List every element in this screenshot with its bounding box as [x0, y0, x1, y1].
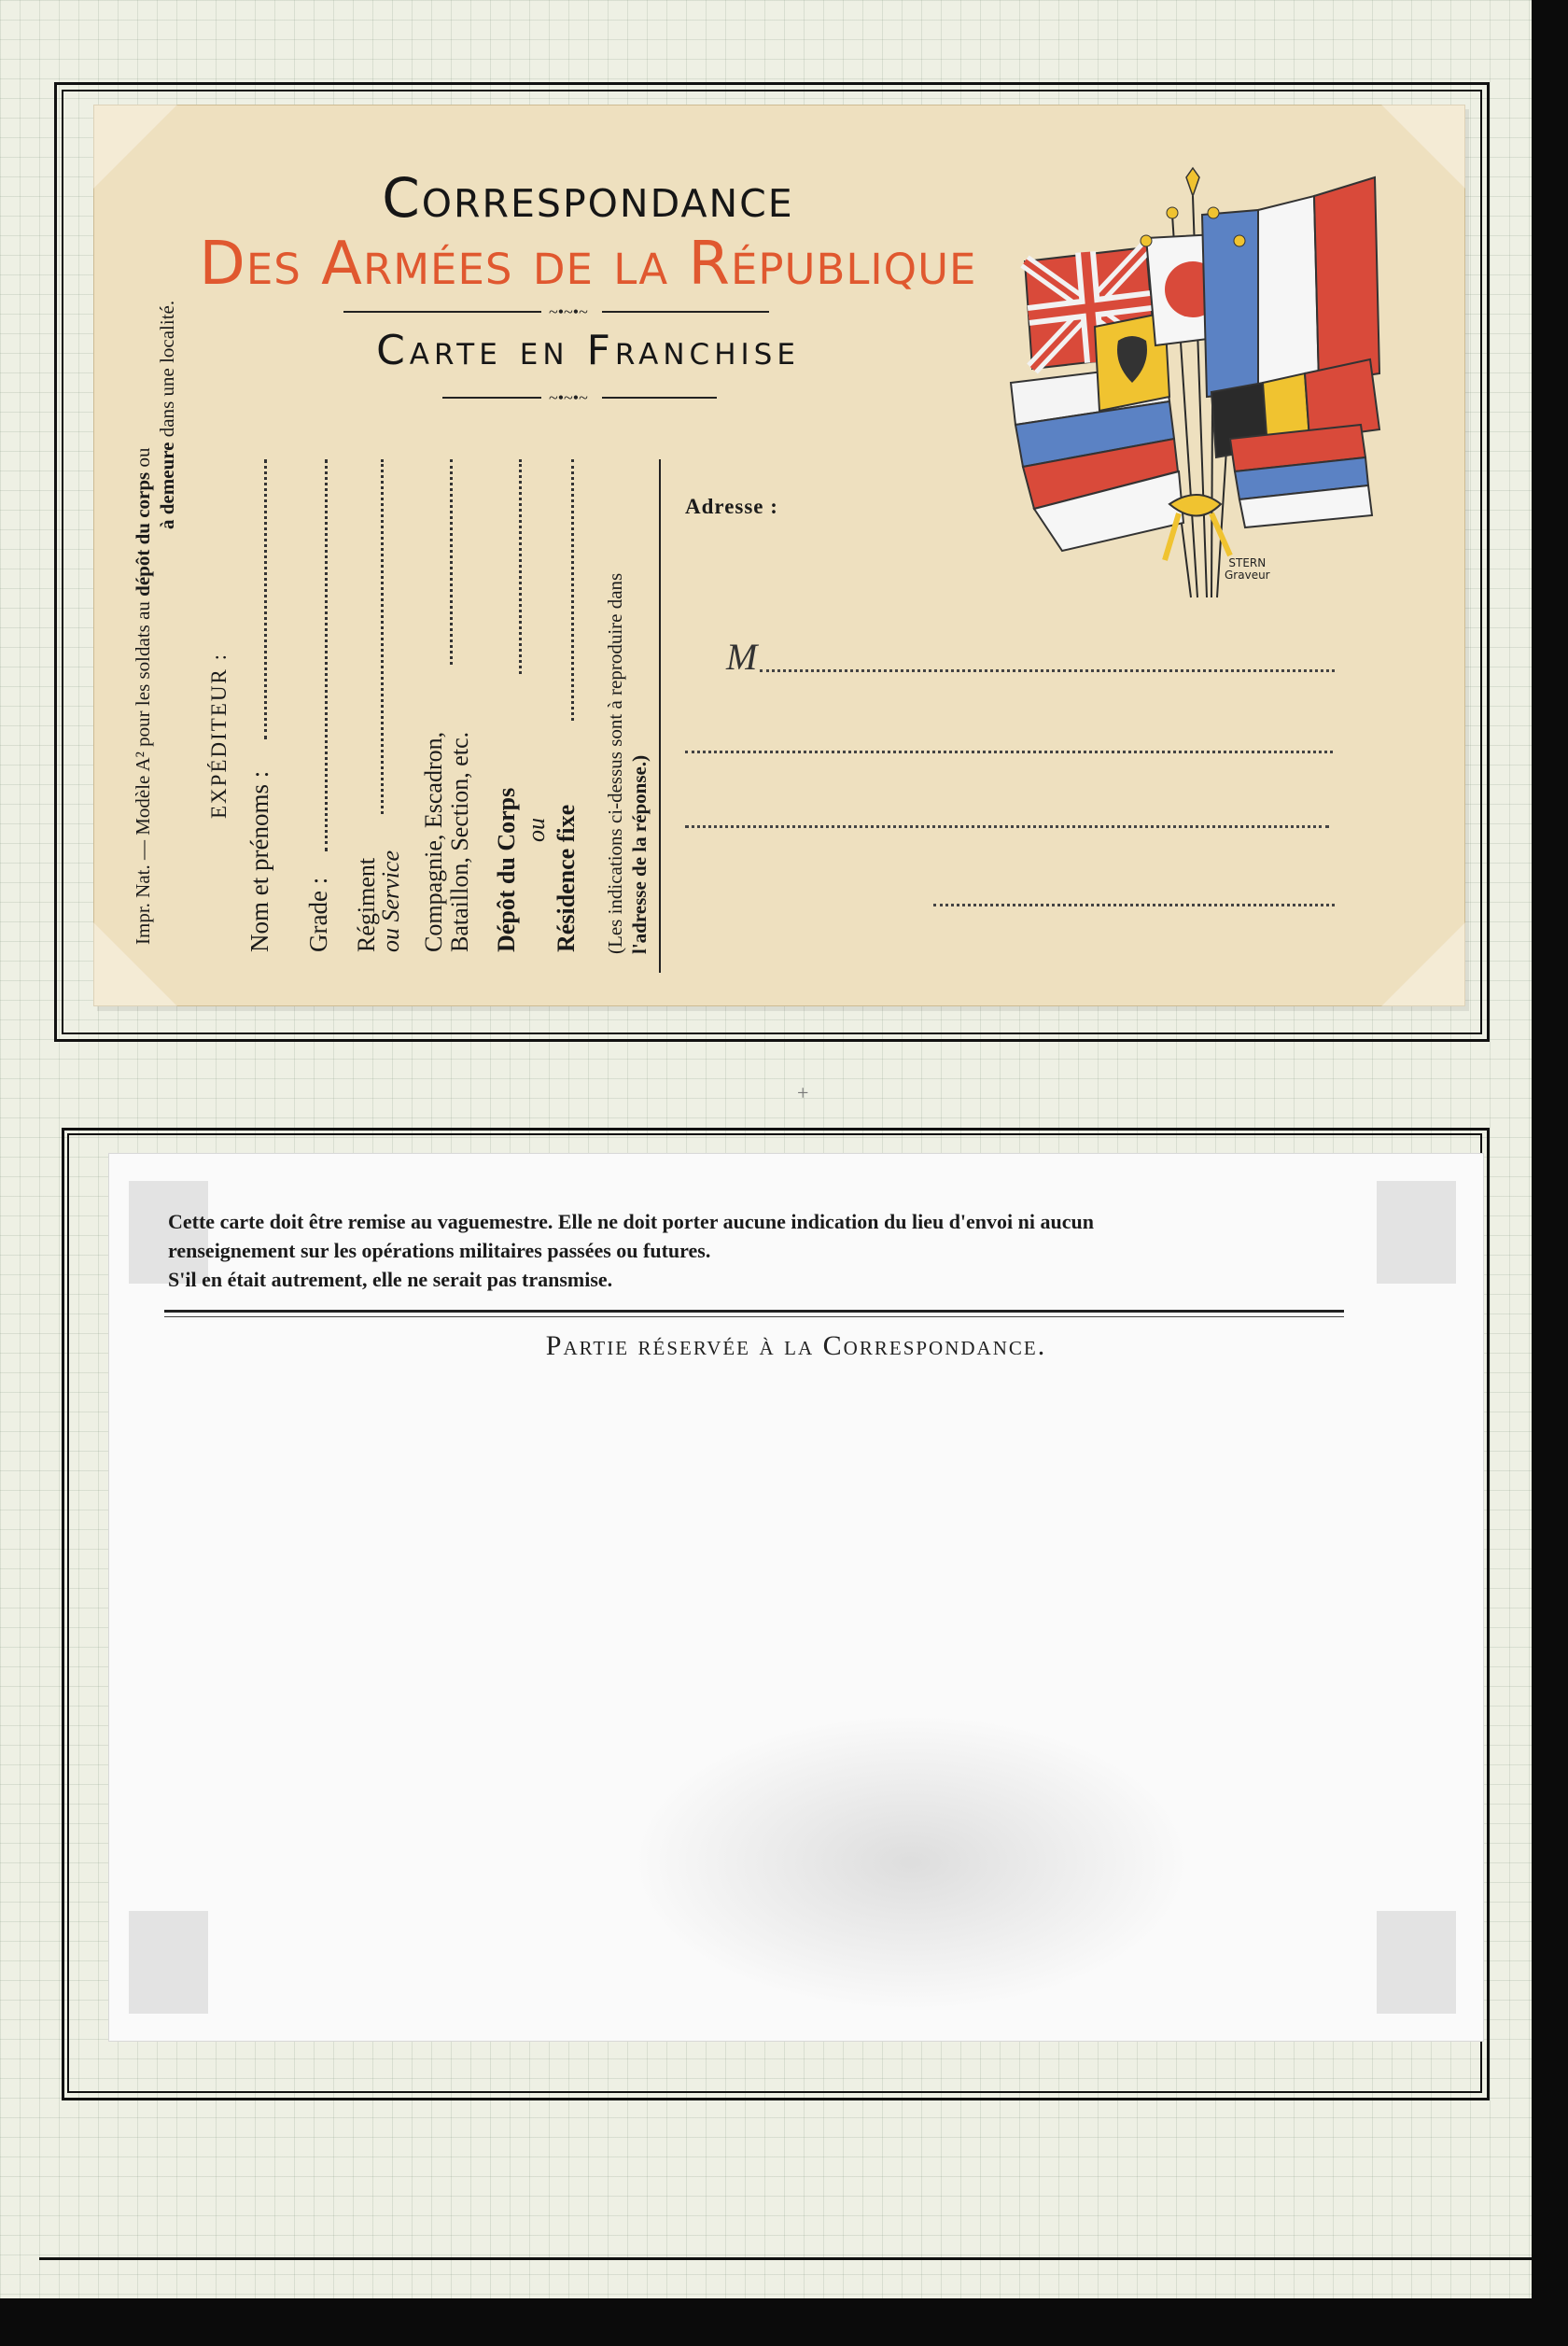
note-line2: l'adresse de la réponse.) — [628, 754, 651, 954]
divider-rule — [164, 1316, 1344, 1317]
field-regiment-dots — [381, 459, 384, 814]
field-nom-label: Nom et prénoms : — [245, 770, 273, 952]
notice-line: Cette carte doit être remise au vaguemestre. Elle ne doit porter aucune indication du lieu d'envoi ni aucun — [168, 1210, 1094, 1233]
print-smudge — [631, 1713, 1191, 2012]
field-compagnie-dots — [450, 459, 453, 665]
expediteur-label: EXPÉDITEUR : — [207, 653, 231, 819]
postcard-back — [108, 1153, 1484, 2042]
ornament-top: ~•~•~ — [549, 302, 588, 321]
page-bottom-rule — [39, 2257, 1532, 2260]
mount-corner — [129, 1911, 208, 2014]
field-depot-label: Dépôt du Corps — [493, 787, 520, 952]
card-title-armees: Des Armées de la République — [199, 230, 977, 299]
imprint-part: à demeure — [156, 442, 178, 529]
address-line — [685, 751, 1333, 753]
notice-line: S'il en était autrement, elle ne serait pas transmise. — [168, 1268, 613, 1291]
center-mark: + — [797, 1081, 809, 1104]
divider-rule — [164, 1310, 1344, 1313]
imprint-part: dépôt du corps — [132, 471, 154, 597]
adresse-label: Adresse : — [685, 495, 778, 518]
vaguemestre-notice — [168, 1207, 1456, 1294]
field-grade-dots — [325, 459, 328, 851]
mount-corner — [1377, 1911, 1456, 2014]
card-title-correspondance: Correspondance — [382, 166, 794, 230]
field-ou-label: ou — [523, 818, 550, 842]
field-compagnie-label: Compagnie, Escadron, — [420, 731, 447, 952]
note-line1: (Les indications ci-dessus sont à reproduire dans — [604, 572, 626, 954]
correspondence-heading: Partie réservée à la Correspondance. — [545, 1330, 1047, 1361]
imprint-part: Impr. Nat. — Modèle A² pour les soldats au — [132, 601, 154, 945]
imprint-part: dans une localité. — [156, 300, 178, 438]
field-nom-dots — [264, 459, 267, 739]
mount-corner — [1381, 922, 1465, 1006]
field-depot-dots — [519, 459, 522, 674]
field-service-label: ou Service — [377, 850, 404, 952]
field-bataillon-label: Bataillon, Section, etc. — [446, 731, 473, 952]
allied-flags-illustration — [1006, 159, 1398, 635]
address-line — [760, 669, 1335, 672]
address-line — [685, 825, 1329, 828]
postcard-front — [93, 105, 1465, 1006]
field-residence-dots — [571, 459, 574, 721]
field-regiment-label: Régiment — [353, 857, 380, 952]
engraver-name: STERN — [1228, 556, 1267, 569]
field-grade-label: Grade : — [304, 877, 332, 952]
notice-line: renseignement sur les opérations militaires passées ou futures. — [168, 1239, 711, 1262]
engraver-signature — [1225, 557, 1270, 582]
imprint-text — [131, 448, 155, 945]
card-title-franchise: Carte en Franchise — [376, 327, 800, 374]
ornament-bottom: ~•~•~ — [549, 388, 588, 407]
imprint-part: ou — [132, 447, 154, 468]
addressee-prefix: M — [726, 636, 758, 678]
imprint-text-line2 — [155, 301, 179, 529]
engraver-role: Graveur — [1225, 569, 1270, 582]
divider-vertical — [659, 459, 661, 973]
address-line — [933, 904, 1335, 906]
field-residence-label: Résidence fixe — [553, 804, 580, 952]
